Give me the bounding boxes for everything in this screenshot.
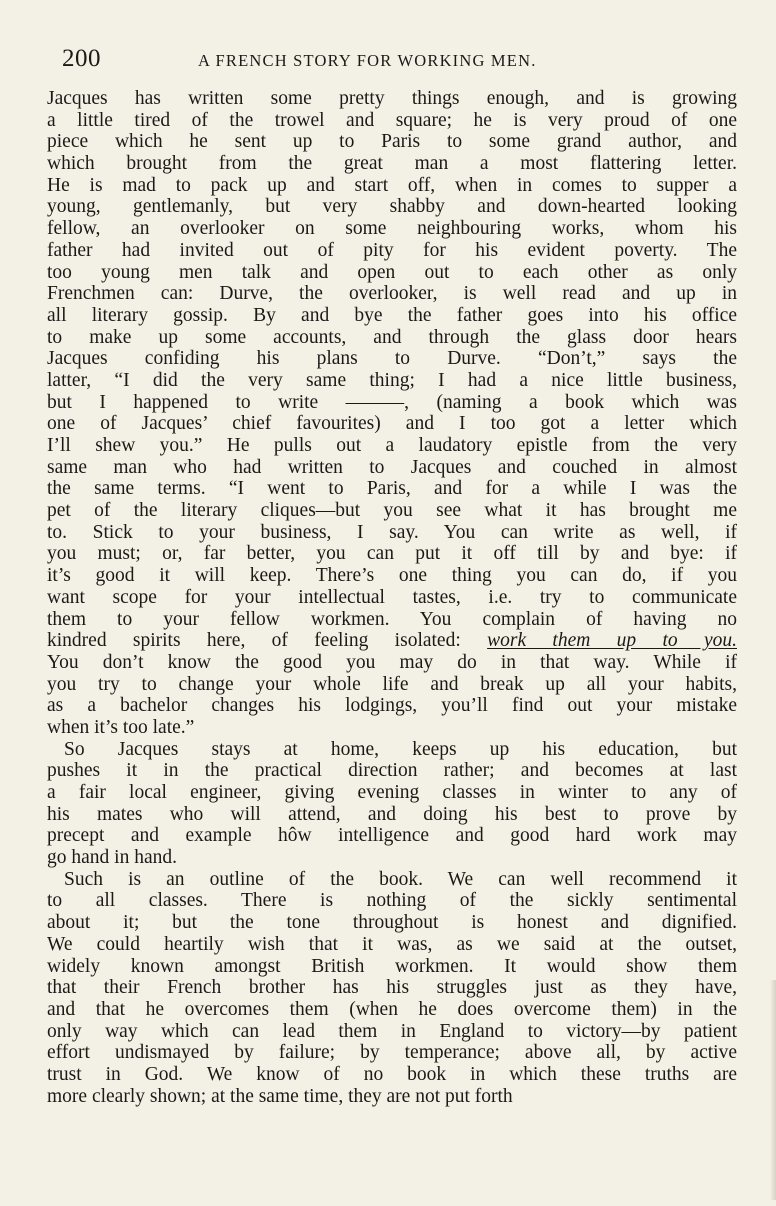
text-line: want scope for your intellectual tastes, i.e. try to communicate	[47, 586, 737, 608]
text-line: kindred spirits here, of feeling isolated: work them up to you.	[47, 630, 737, 652]
text-line: Jacques confiding his plans to Durve. “Don’t,” says the	[47, 348, 737, 370]
emphasized-phrase: work them up to you.	[487, 630, 737, 652]
text-line: young, gentlemanly, but very shabby and down-hearted looking	[47, 196, 737, 218]
text-line: We could heartily wish that it was, as we said at the outset,	[47, 933, 737, 955]
text-line: Jacques has written some pretty things enough, and is growing	[47, 88, 737, 109]
paragraph-1	[47, 88, 737, 739]
text-line: fellow, an overlooker on some neighbouring works, whom his	[47, 218, 737, 240]
page-edge-shadow	[770, 980, 776, 1200]
text-line: to. Stick to your business, I say. You can write as well, if	[47, 521, 737, 543]
text-line: pushes it in the practical direction rather; and becomes at last	[47, 760, 737, 782]
text-line: You don’t know the good you may do in that way. While if	[47, 651, 737, 673]
text-line: it’s good it will keep. There’s one thing you can do, if you	[47, 565, 737, 587]
text-line: but I happened to write ———, (naming a book which was	[47, 391, 737, 413]
text-line: go hand in hand.	[47, 847, 177, 869]
text-line: all literary gossip. By and bye the father goes into his office	[47, 304, 737, 326]
text-line: precept and example hôw intelligence and good hard work may	[47, 825, 737, 847]
text-line: to all classes. There is nothing of the sickly sentimental	[47, 890, 737, 912]
text-line: a fair local engineer, giving evening classes in winter to any of	[47, 782, 737, 803]
text-line: effort undismayed by failure; by temperance; above all, by active	[47, 1042, 737, 1064]
text-line: widely known amongst British workmen. It would show them	[47, 955, 737, 977]
text-line: to make up some accounts, and through the glass door hears	[47, 326, 737, 348]
page-number: 200	[62, 45, 101, 72]
text-line: He is mad to pack up and start off, when in comes to supper a	[47, 174, 737, 196]
text-line: too young men talk and open out to each other as only	[47, 261, 737, 283]
text-line: Such is an outline of the book. We can well recommend it	[64, 868, 737, 890]
text-line: a little tired of the trowel and square; he is very proud of one	[47, 109, 737, 131]
text-line: So Jacques stays at home, keeps up his education, but	[64, 738, 737, 760]
text-line: the same terms. “I went to Paris, and for a while I was the	[47, 478, 737, 500]
text-line: you must; or, far better, you can put it off till by and bye: if	[47, 543, 737, 565]
text-line: Frenchmen can: Durve, the overlooker, is well read and up in	[47, 283, 737, 305]
paragraph-2	[47, 739, 737, 869]
text-line: only way which can lead them in England to victory—by patient	[47, 1020, 737, 1042]
text-line: as a bachelor changes his lodgings, you’ll find out your mistake	[47, 695, 737, 717]
paragraph-3	[47, 869, 737, 1108]
body-text	[47, 88, 737, 1107]
text-line: and that he overcomes them (when he does overcome them) in the	[47, 998, 737, 1020]
text-line: about it; but the tone throughout is honest and dignified.	[47, 912, 737, 934]
text-line: more clearly shown; at the same time, they are not put forth	[47, 1085, 513, 1107]
text-line: piece which he sent up to Paris to some grand author, and	[47, 131, 737, 153]
text-line: his mates who will attend, and doing his best to prove by	[47, 803, 737, 825]
text-line: which brought from the great man a most flattering letter.	[47, 153, 737, 175]
text-line: I’ll shew you.” He pulls out a laudatory epistle from the very	[47, 435, 737, 456]
text-line: one of Jacques’ chief favourites) and I too got a letter which	[47, 413, 737, 435]
text-line: when it’s too late.”	[47, 716, 195, 738]
text-line: trust in God. We know of no book in which these truths are	[47, 1063, 737, 1085]
text-line: latter, “I did the very same thing; I had a nice little business,	[47, 369, 737, 391]
text-line: pet of the literary cliques—but you see what it has brought me	[47, 500, 737, 522]
running-head: A FRENCH STORY FOR WORKING MEN.	[198, 51, 537, 70]
text-line: that their French brother has his struggles just as they have,	[47, 977, 737, 999]
text-line: them to your fellow workmen. You complain of having no	[47, 608, 737, 630]
text-line: same man who had written to Jacques and couched in almost	[47, 456, 737, 478]
text-line: you try to change your whole life and break up all your habits,	[47, 673, 737, 695]
text-line: father had invited out of pity for his evident poverty. The	[47, 239, 737, 261]
